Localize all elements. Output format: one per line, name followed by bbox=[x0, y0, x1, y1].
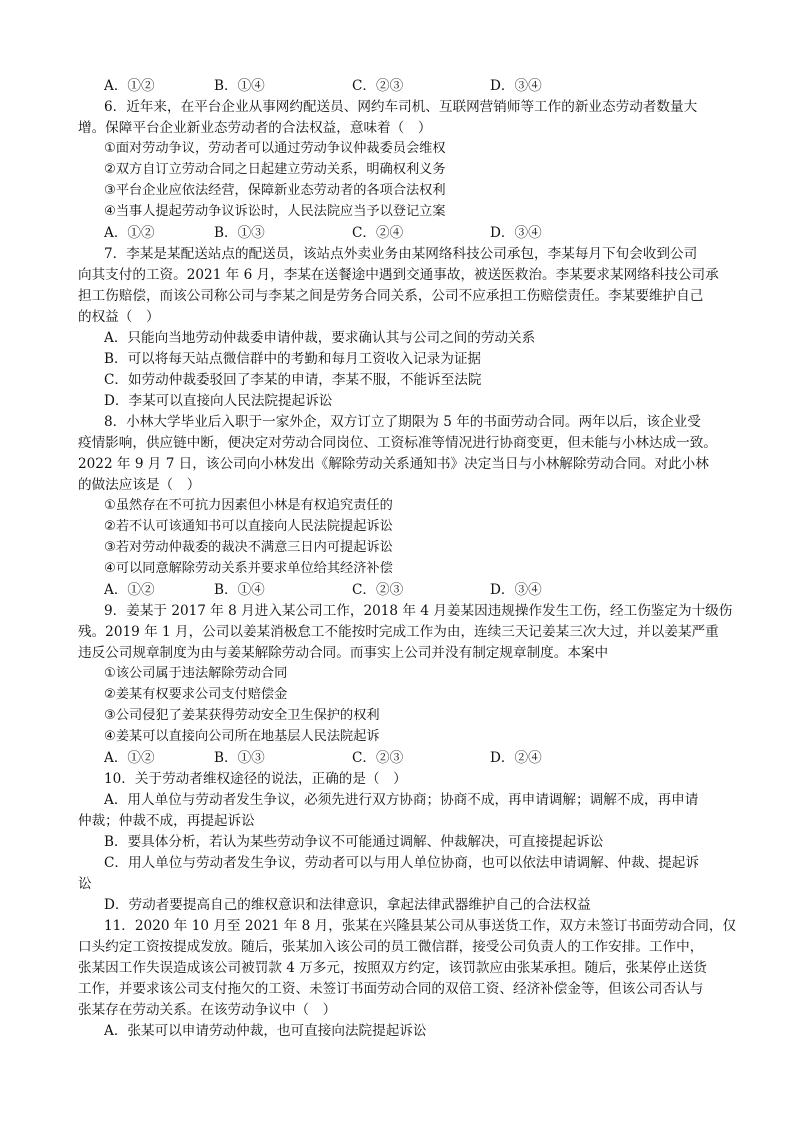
q6-item: ①面对劳动争议，劳动者可以通过劳动争议仲裁委员会维权 bbox=[104, 141, 446, 156]
q9-item: ④姜某可以直接向公司所在地基层人民法院起诉 bbox=[104, 729, 380, 744]
option-c: C．②④ bbox=[352, 225, 404, 241]
q6-item: ②双方自订立劳动合同之日起建立劳动关系，明确权利义务 bbox=[104, 162, 446, 177]
q9-stem-line: 残。2019 年 1 月，公司以姜某消极怠工不能按时完成工作为由，连续三天记姜某三次大过，并以姜某严重 bbox=[78, 624, 719, 640]
q8-stem-line: 8．小林大学毕业后入职于一家外企，双方订立了期限为 5 年的书面劳动合同。两年以后，该企业受 bbox=[104, 414, 701, 430]
q7-option-d: D．李某可以直接向人民法院提起诉讼 bbox=[104, 393, 333, 409]
q10-option-b: B．要具体分析，若认为某些劳动争议不可能通过调解、仲裁解决，可直接提起诉讼 bbox=[104, 834, 604, 850]
q7-stem-line: 的权益（ ） bbox=[78, 309, 160, 325]
q10-stem: 10．关于劳动者维权途径的说法，正确的是（ ） bbox=[104, 771, 407, 787]
option-a: A．①② bbox=[104, 78, 155, 94]
q7-option-a: A．只能向当地劳动仲裁委申请仲裁，要求确认其与公司之间的劳动关系 bbox=[104, 330, 536, 346]
q11-stem-line: 张某因工作失误造成该公司被罚款 4 万多元，按照双方约定，该罚款应由张某承担。随后，张某停止送货 bbox=[78, 960, 708, 976]
q9-item: ③公司侵犯了姜某获得劳动安全卫生保护的权利 bbox=[104, 708, 380, 723]
q10-option-c: C．用人单位与劳动者发生争议，劳动者可以与用人单位协商，也可以依法申请调解、仲裁、提起诉 bbox=[104, 855, 699, 871]
q7-stem-line: 担工伤赔偿，而该公司称公司与李某之间是劳务合同关系，公司不应承担工伤赔偿责任。李某要维护自己 bbox=[78, 288, 704, 304]
option-c: C．②③ bbox=[352, 582, 404, 598]
option-d: D．③④ bbox=[490, 225, 542, 241]
option-b: B．①③ bbox=[214, 750, 265, 766]
q7-option-c: C．如劳动仲裁委驳回了李某的申请，李某不服，不能诉至法院 bbox=[104, 372, 482, 388]
q7-option-b: B．可以将每天站点微信群中的考勤和每月工资收入记录为证据 bbox=[104, 351, 482, 367]
q8-stem-line: 2022 年 9 月 7 日，该公司向小林发出《解除劳动关系通知书》决定当日与小林解除劳动合同。对此小林 bbox=[78, 456, 709, 472]
q7-stem-line: 7．李某是某配送站点的配送员，该站点外卖业务由某网络科技公司承包，李某每月下旬会收到公司 bbox=[104, 246, 698, 262]
option-b: B．①④ bbox=[214, 582, 265, 598]
q11-stem-line: 11．2020 年 10 月至 2021 年 8 月，张某在兴隆县某公司从事送货工作，双方未签订书面劳动合同，仅 bbox=[104, 918, 737, 934]
q8-stem-line: 疫情影响，供应链中断，便决定对劳动合同岗位、工资标准等情况进行协商变更，但未能与小林达成一致。 bbox=[78, 435, 717, 451]
option-b: B．①④ bbox=[214, 78, 265, 94]
q8-stem-line: 的做法应该是（ ） bbox=[78, 477, 201, 493]
q11-stem-line: 工作，并要求该公司支付拖欠的工资、未签订书面劳动合同的双倍工资、经济补偿金等，但该公司否认与 bbox=[78, 981, 704, 997]
option-a: A．①② bbox=[104, 225, 155, 241]
option-a: A．①② bbox=[104, 750, 155, 766]
q11-stem-line: 口头约定工资按提成发放。随后，张某加入该公司的员工微信群，接受公司负责人的工作安排。工作中， bbox=[78, 939, 704, 955]
q11-stem-line: 张某存在劳动关系。在该劳动争议中（ ） bbox=[78, 1002, 337, 1018]
option-c: C．②③ bbox=[352, 750, 404, 766]
q6-stem-line: 增。保障平台企业新业态劳动者的合法权益，意味着（ ） bbox=[78, 120, 432, 136]
q6-stem-line: 6．近年来，在平台企业从事网约配送员、网约车司机、互联网营销师等工作的新业态劳动者数量大 bbox=[104, 99, 698, 115]
option-d: D．③④ bbox=[490, 78, 542, 94]
option-a: A．①② bbox=[104, 582, 155, 598]
option-d: D．③④ bbox=[490, 582, 542, 598]
q8-item: ③若对劳动仲裁委的裁决不满意三日内可提起诉讼 bbox=[104, 540, 393, 555]
q10-option-c-cont: 讼 bbox=[78, 876, 92, 892]
q10-option-a-cont: 仲裁；仲裁不成，再提起诉讼 bbox=[78, 813, 255, 829]
q9-item: ①该公司属于违法解除劳动合同 bbox=[104, 666, 288, 681]
option-c: C．②③ bbox=[352, 78, 404, 94]
option-b: B．①③ bbox=[214, 225, 265, 241]
q11-option-a: A．张某可以申请劳动仲裁，也可直接向法院提起诉讼 bbox=[104, 1023, 427, 1039]
option-d: D．②④ bbox=[490, 750, 542, 766]
q8-item: ④可以同意解除劳动关系并要求单位给其经济补偿 bbox=[104, 561, 393, 576]
q6-item: ③平台企业应依法经营，保障新业态劳动者的各项合法权利 bbox=[104, 183, 446, 198]
q8-item: ②若不认可该通知书可以直接向人民法院提起诉讼 bbox=[104, 519, 393, 534]
q9-stem-line: 违反公司规章制度为由与姜某解除劳动合同。而事实上公司并没有制定规章制度。本案中 bbox=[78, 645, 609, 661]
q10-option-d: D．劳动者要提高自己的维权意识和法律意识，拿起法律武器维护自己的合法权益 bbox=[104, 897, 591, 913]
q7-stem-line: 向其支付的工资。2021 年 6 月，李某在送餐途中遇到交通事故，被送医救治。李某要求某网络科技公司承 bbox=[78, 267, 719, 283]
q8-item: ①虽然存在不可抗力因素但小林是有权追究责任的 bbox=[104, 498, 393, 513]
q9-item: ②姜某有权要求公司支付赔偿金 bbox=[104, 687, 288, 702]
q6-item: ④当事人提起劳动争议诉讼时，人民法院应当予以登记立案 bbox=[104, 204, 446, 219]
q10-option-a: A．用人单位与劳动者发生争议，必须先进行双方协商；协商不成，再申请调解；调解不成，再申请 bbox=[104, 792, 699, 808]
q9-stem-line: 9．姜某于 2017 年 8 月进入某公司工作，2018 年 4 月姜某因违规操作发生工伤，经工伤鉴定为十级伤 bbox=[104, 603, 733, 619]
